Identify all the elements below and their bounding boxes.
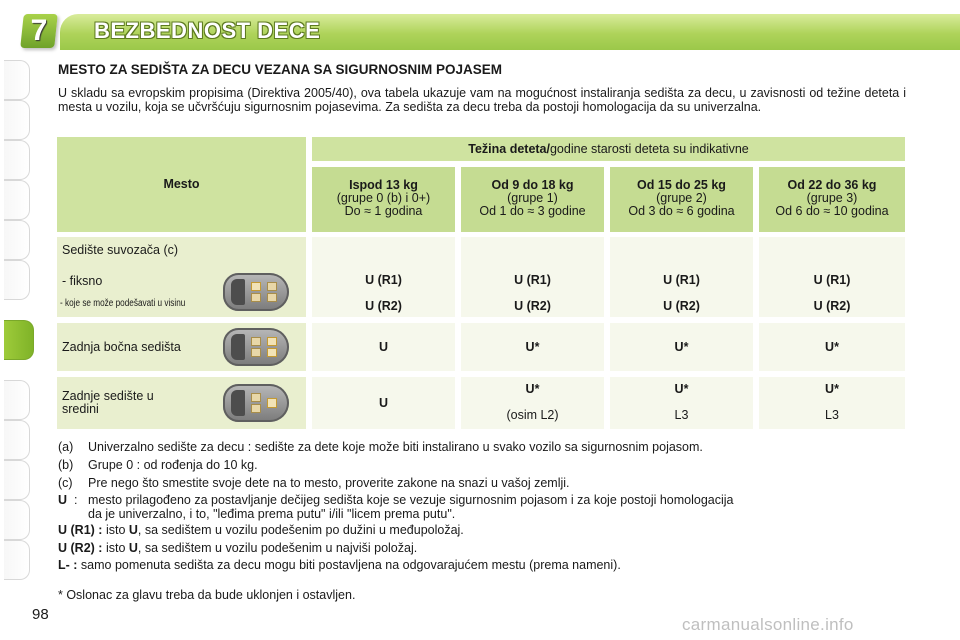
chapter-tab[interactable] [4, 540, 30, 580]
table-cell [312, 323, 455, 371]
note-text: , sa sedištem u vozilu podešenim po dužini u međupoložaj. [137, 523, 464, 537]
column-header [759, 167, 905, 232]
car-seat-diagram [223, 328, 289, 366]
table-cell [461, 377, 604, 429]
row-label: sredini [62, 402, 99, 416]
mesto-header [57, 137, 306, 232]
cell-value: U* [825, 340, 839, 354]
column-header [312, 167, 455, 232]
cell-value: U* [674, 382, 689, 396]
column-age: Do ≈ 1 godina [344, 204, 423, 218]
table-row-label [57, 377, 306, 429]
cell-value: U (R1) [514, 273, 551, 287]
row-sublabel: - koje se može podešavati u visinu [60, 298, 186, 309]
chapter-tab[interactable] [4, 420, 30, 460]
table-cell [759, 377, 905, 429]
note-text: da je univerzalno, i to, "leđima prema putu" i/ili "licem prema putu". [88, 507, 456, 521]
note-key: U (R1) : [58, 523, 103, 537]
weight-header [312, 137, 905, 161]
car-seat-diagram [223, 273, 289, 311]
note-text: Univerzalno sedište za decu : sedište za dete koje može biti instalirano u svako vozilo sa sigurnosnim pojasom. [88, 440, 703, 454]
note-text: samo pomenuta sedišta za decu mogu biti postavljena na odgovarajućem mestu (prema nameni). [80, 558, 621, 572]
footnote: * Oslonac za glavu treba da bude uklonjen i ostavljen. [58, 588, 356, 602]
cell-value: U (R2) [514, 299, 551, 313]
note-key: (c) [58, 476, 73, 490]
note-item [58, 558, 918, 573]
chapter-number: 7 [30, 14, 48, 47]
cell-value: (osim L2) [506, 408, 559, 422]
column-title: Od 9 do 18 kg [491, 178, 574, 192]
table-cell [312, 237, 455, 317]
column-header [610, 167, 753, 232]
intro-paragraph: U skladu sa evropskim propisima (Direktiva 2005/40), ova tabela ukazuje vam na mogućnost instaliranja sedišta za decu, u zavisnosti od težine deteta i mesta u vozilu, koja se učvršćuju sigurnosnim pojasevima. Za sedišta za decu treba da postoji homologacija da su univerzalna. [58, 86, 906, 114]
table-cell [312, 377, 455, 429]
chapter-tab[interactable] [4, 100, 30, 140]
column-age: Od 1 do ≈ 3 godine [479, 204, 586, 218]
column-title: Od 15 do 25 kg [637, 178, 726, 192]
chapter-tab[interactable] [4, 220, 30, 260]
note-key: U (R2) : [58, 541, 103, 555]
row-label: Sedište suvozača (c) [62, 243, 179, 257]
cell-value: U (R1) [813, 273, 851, 287]
note-text: mesto prilagođeno za postavljanje dečijeg sedišta koje se vezuje sigurnosnim pojasom i za koje postoji homologacija [88, 493, 734, 507]
table-cell [610, 323, 753, 371]
cell-value: U* [525, 340, 540, 354]
section-title: MESTO ZA SEDIŠTA ZA DECU VEZANA SA SIGURNOSNIM POJASEM [58, 62, 503, 77]
column-age: Od 3 do ≈ 6 godina [628, 204, 735, 218]
table-cell [759, 237, 905, 317]
note-key: (a) [58, 440, 74, 454]
chapter-tab[interactable] [4, 460, 30, 500]
note-text: isto [105, 523, 129, 537]
chapter-tab[interactable] [4, 380, 30, 420]
column-age: Od 6 do ≈ 10 godina [775, 204, 889, 218]
cell-value: U* [825, 382, 839, 396]
table-cell [610, 377, 753, 429]
note-separator: : [74, 493, 78, 507]
cell-value: U (R1) [663, 273, 700, 287]
chapter-number-badge [20, 14, 58, 48]
note-text: , sa sedištem u vozilu podešenim u najviši položaj. [137, 541, 418, 555]
mesto-header-label: Mesto [163, 177, 200, 191]
note-text-bold: U [128, 523, 138, 537]
weight-header-rest: godine starosti deteta su indikativne [549, 142, 749, 156]
table-cell [461, 237, 604, 317]
note-text: Grupe 0 : od rođenja do 10 kg. [88, 458, 258, 472]
chapter-tab[interactable] [4, 260, 30, 300]
table-row-label [57, 237, 306, 317]
table-cell [610, 237, 753, 317]
note-text: Pre nego što smestite svoje dete na to mesto, proverite zakone na snazi u vašoj zemlji. [88, 476, 570, 490]
column-group: (grupe 3) [806, 191, 858, 205]
note-key: U [58, 493, 68, 507]
page-title: BEZBEDNOST DECE [94, 18, 321, 43]
page-number: 98 [32, 606, 49, 623]
note-text-bold: U [128, 541, 138, 555]
cell-value: L3 [674, 408, 689, 422]
cell-value: U (R2) [365, 299, 402, 313]
cell-value: L3 [825, 408, 839, 422]
column-group: (grupe 0 (b) i 0+) [336, 191, 431, 205]
cell-value: U (R2) [813, 299, 851, 313]
row-sublabel: - fiksno [62, 274, 103, 288]
column-group: (grupe 1) [507, 191, 558, 205]
note-text: isto [105, 541, 129, 555]
cell-value: U (R1) [365, 273, 402, 287]
chapter-tab-strip [0, 60, 36, 580]
column-header [461, 167, 604, 232]
note-item [58, 523, 918, 538]
chapter-tab[interactable] [4, 140, 30, 180]
table-cell [461, 323, 604, 371]
row-label: Zadnje sedište u [62, 389, 154, 403]
cell-value: U* [525, 382, 540, 396]
column-group: (grupe 2) [656, 191, 707, 205]
table-row-label [57, 323, 306, 371]
cell-value: U [378, 396, 389, 410]
row-label: Zadnja bočna sedišta [62, 340, 181, 354]
chapter-tab[interactable] [4, 180, 30, 220]
table-cell [759, 323, 905, 371]
cell-value: U [378, 340, 389, 354]
chapter-tab[interactable] [4, 60, 30, 100]
car-seat-diagram [223, 384, 289, 422]
title-bar [60, 14, 960, 50]
chapter-tab-active[interactable] [4, 320, 34, 360]
chapter-tab[interactable] [4, 500, 30, 540]
note-key: L- : [58, 558, 78, 572]
column-title: Od 22 do 36 kg [787, 178, 877, 192]
note-item [58, 541, 918, 556]
note-key: (b) [58, 458, 74, 472]
cell-value: U* [674, 340, 689, 354]
watermark: carmanualsonline.info [682, 615, 854, 634]
weight-header-bold: Težina deteta/ [468, 142, 550, 156]
cell-value: U (R2) [663, 299, 700, 313]
column-title: Ispod 13 kg [349, 178, 418, 192]
